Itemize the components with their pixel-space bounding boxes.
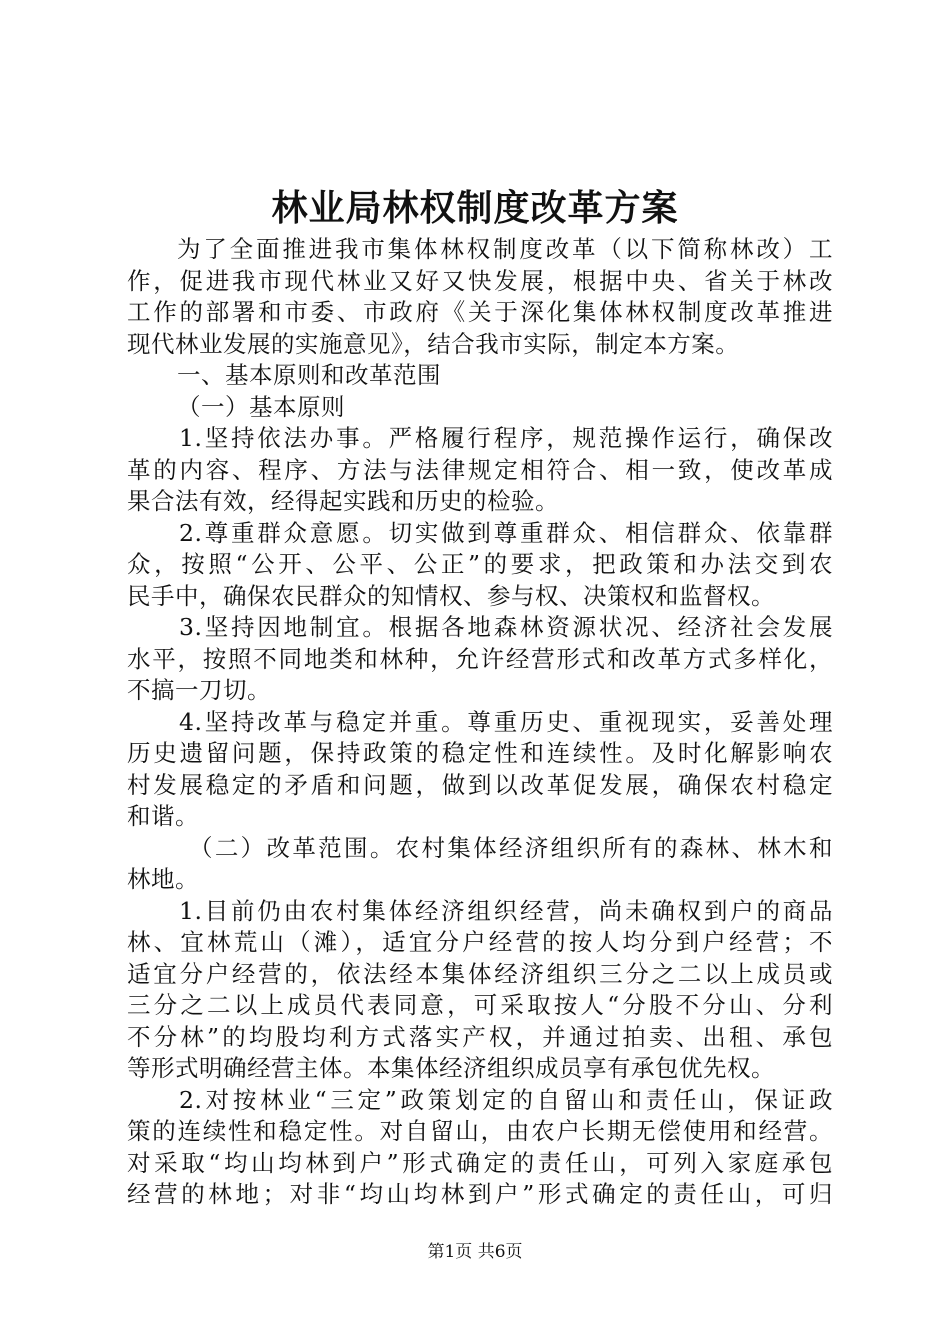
paragraph-line: 3.坚持因地制宜。根据各地森林资源状况、经济社会发展: [179, 613, 833, 641]
paragraph-line: 1.目前仍由农村集体经济组织经营，尚未确权到户的商品: [179, 896, 833, 925]
paragraph-line: 林、宜林荒山（滩），适宜分户经营的按人均分到户经营；不: [127, 928, 833, 956]
paragraph-line: 等形式明确经营主体。本集体经济组织成员享有承包优先权。: [127, 1054, 775, 1082]
paragraph-line: 现代林业发展的实施意见》，结合我市实际，制定本方案。: [127, 329, 740, 358]
paragraph-line: 民手中，确保农民群众的知情权、参与权、决策权和监督权。: [127, 581, 775, 610]
subsection-heading: （一）基本原则: [177, 392, 345, 421]
paragraph-line: 4.坚持改革与稳定并重。尊重历史、重视现实，妥善处理: [179, 707, 833, 736]
paragraph-line: 经营的林地；对非“均山均林到户”形式确定的责任山，可归: [127, 1180, 833, 1208]
document-title: 林业局林权制度改革方案: [271, 187, 679, 229]
paragraph-line: 不分林”的均股均利方式落实产权，并通过拍卖、出租、承包: [127, 1022, 833, 1051]
paragraph-line: 为了全面推进我市集体林权制度改革（以下简称林改）工: [177, 235, 833, 263]
paragraph-line: 历史遗留问题，保持政策的稳定性和连续性。及时化解影响农: [127, 739, 833, 767]
page-footer: 第1页 共6页: [427, 1242, 523, 1262]
paragraph-line: 林地。: [127, 865, 199, 893]
paragraph-line: 和谐。: [127, 802, 199, 830]
paragraph-line: 果合法有效，经得起实践和历史的检验。: [127, 487, 559, 515]
paragraph-line: 2.对按林业“三定”政策划定的自留山和责任山，保证政: [179, 1085, 833, 1114]
paragraph-line: 革的内容、程序、方法与法律规定相符合、相一致，使改革成: [127, 455, 833, 484]
paragraph-line: 三分之二以上成员代表同意，可采取按人“分股不分山、分利: [127, 991, 833, 1019]
paragraph-line: 1.坚持依法办事。严格履行程序，规范操作运行，确保改: [179, 424, 833, 452]
section-heading: 一、基本原则和改革范围: [177, 361, 441, 389]
paragraph-line: 不搞一刀切。: [127, 676, 271, 704]
paragraph-line: 村发展稳定的矛盾和问题，做到以改革促发展，确保农村稳定: [127, 770, 833, 799]
document-body: [127, 234, 833, 1211]
paragraph-line: 众，按照“公开、公平、公正”的要求，把政策和办法交到农: [127, 550, 833, 578]
paragraph-line: 工作的部署和市委、市政府《关于深化集体林权制度改革推进: [127, 298, 833, 326]
paragraph-line: 2.尊重群众意愿。切实做到尊重群众、相信群众、依靠群: [179, 518, 833, 547]
paragraph-line: 适宜分户经营的，依法经本集体经济组织三分之二以上成员或: [127, 959, 833, 988]
subsection-heading: （二）改革范围。农村集体经济组织所有的森林、林木和: [189, 833, 833, 862]
paragraph-line: 作，促进我市现代林业又好又快发展，根据中央、省关于林改: [127, 266, 833, 295]
paragraph-line: 对采取“均山均林到户”形式确定的责任山，可列入家庭承包: [127, 1148, 833, 1177]
paragraph-line: 策的连续性和稳定性。对自留山，由农户长期无偿使用和经营。: [127, 1117, 833, 1145]
paragraph-line: 水平，按照不同地类和林种，允许经营形式和改革方式多样化，: [127, 644, 833, 673]
